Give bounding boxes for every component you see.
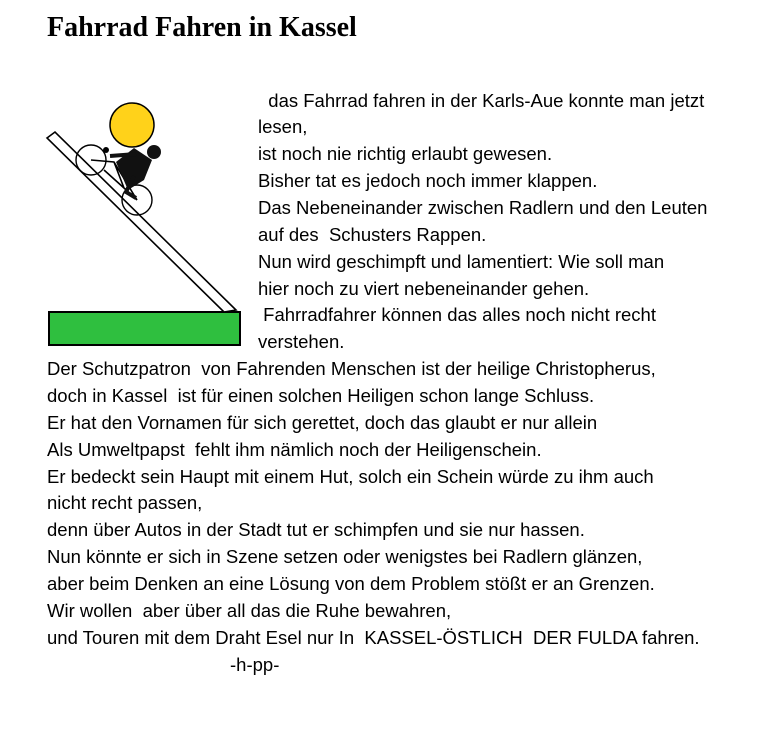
poem-line: Als Umweltpapst fehlt ihm nämlich noch der Heiligenschein. <box>47 439 542 460</box>
poem-line: auf des Schusters Rappen. <box>258 224 487 245</box>
poem-line: Fahrradfahrer können das alles noch nicht recht <box>258 304 656 325</box>
poem-line: Nun könnte er sich in Szene setzen oder wenigstes bei Radlern glänzen, <box>47 546 643 567</box>
rider-arm <box>110 154 136 156</box>
poem-line: verstehen. <box>258 331 345 352</box>
cyclist-on-ramp-icon <box>44 100 244 350</box>
poem-line: Das Nebeneinander zwischen Radlern und den Leuten <box>258 197 708 218</box>
poem-line: Nun wird geschimpft und lamentiert: Wie soll man <box>258 251 665 272</box>
poem-line: Bisher tat es jedoch noch immer klappen. <box>258 170 598 191</box>
poem-line: Wir wollen aber über all das die Ruhe bewahren, <box>47 600 452 621</box>
poem-line: Der Schutzpatron von Fahrenden Menschen ist der heilige Christopherus, <box>47 358 656 379</box>
poem-line: das Fahrrad fahren in der Karls-Aue konnte man jetzt <box>258 90 705 111</box>
halo-circle <box>110 103 154 147</box>
poem-line: nicht recht passen, <box>47 492 203 513</box>
poem-line: Er hat den Vornamen für sich gerettet, doch das glaubt er nur allein <box>47 412 598 433</box>
rider-head <box>147 145 161 159</box>
poem-line: doch in Kassel ist für einen solchen Heiligen schon lange Schluss. <box>47 385 595 406</box>
poem-line: denn über Autos in der Stadt tut er schimpfen und sie nur hassen. <box>47 519 585 540</box>
poem-line: ist noch nie richtig erlaubt gewesen. <box>258 143 553 164</box>
poem-line: aber beim Denken an eine Lösung von dem Problem stößt er an Grenzen. <box>47 573 655 594</box>
poem-line: und Touren mit dem Draht Esel nur In KASSEL-ÖSTLICH DER FULDA fahren. <box>47 627 700 648</box>
page-title: Fahrrad Fahren in Kassel <box>47 12 357 43</box>
ground-block <box>49 312 240 345</box>
bike-light <box>103 147 109 153</box>
poem-line: Er bedeckt sein Haupt mit einem Hut, solch ein Schein würde zu ihm auch <box>47 466 654 487</box>
poem-line: lesen, <box>258 116 308 137</box>
poem-line: hier noch zu viert nebeneinander gehen. <box>258 278 590 299</box>
signature: -h-pp- <box>230 654 280 675</box>
